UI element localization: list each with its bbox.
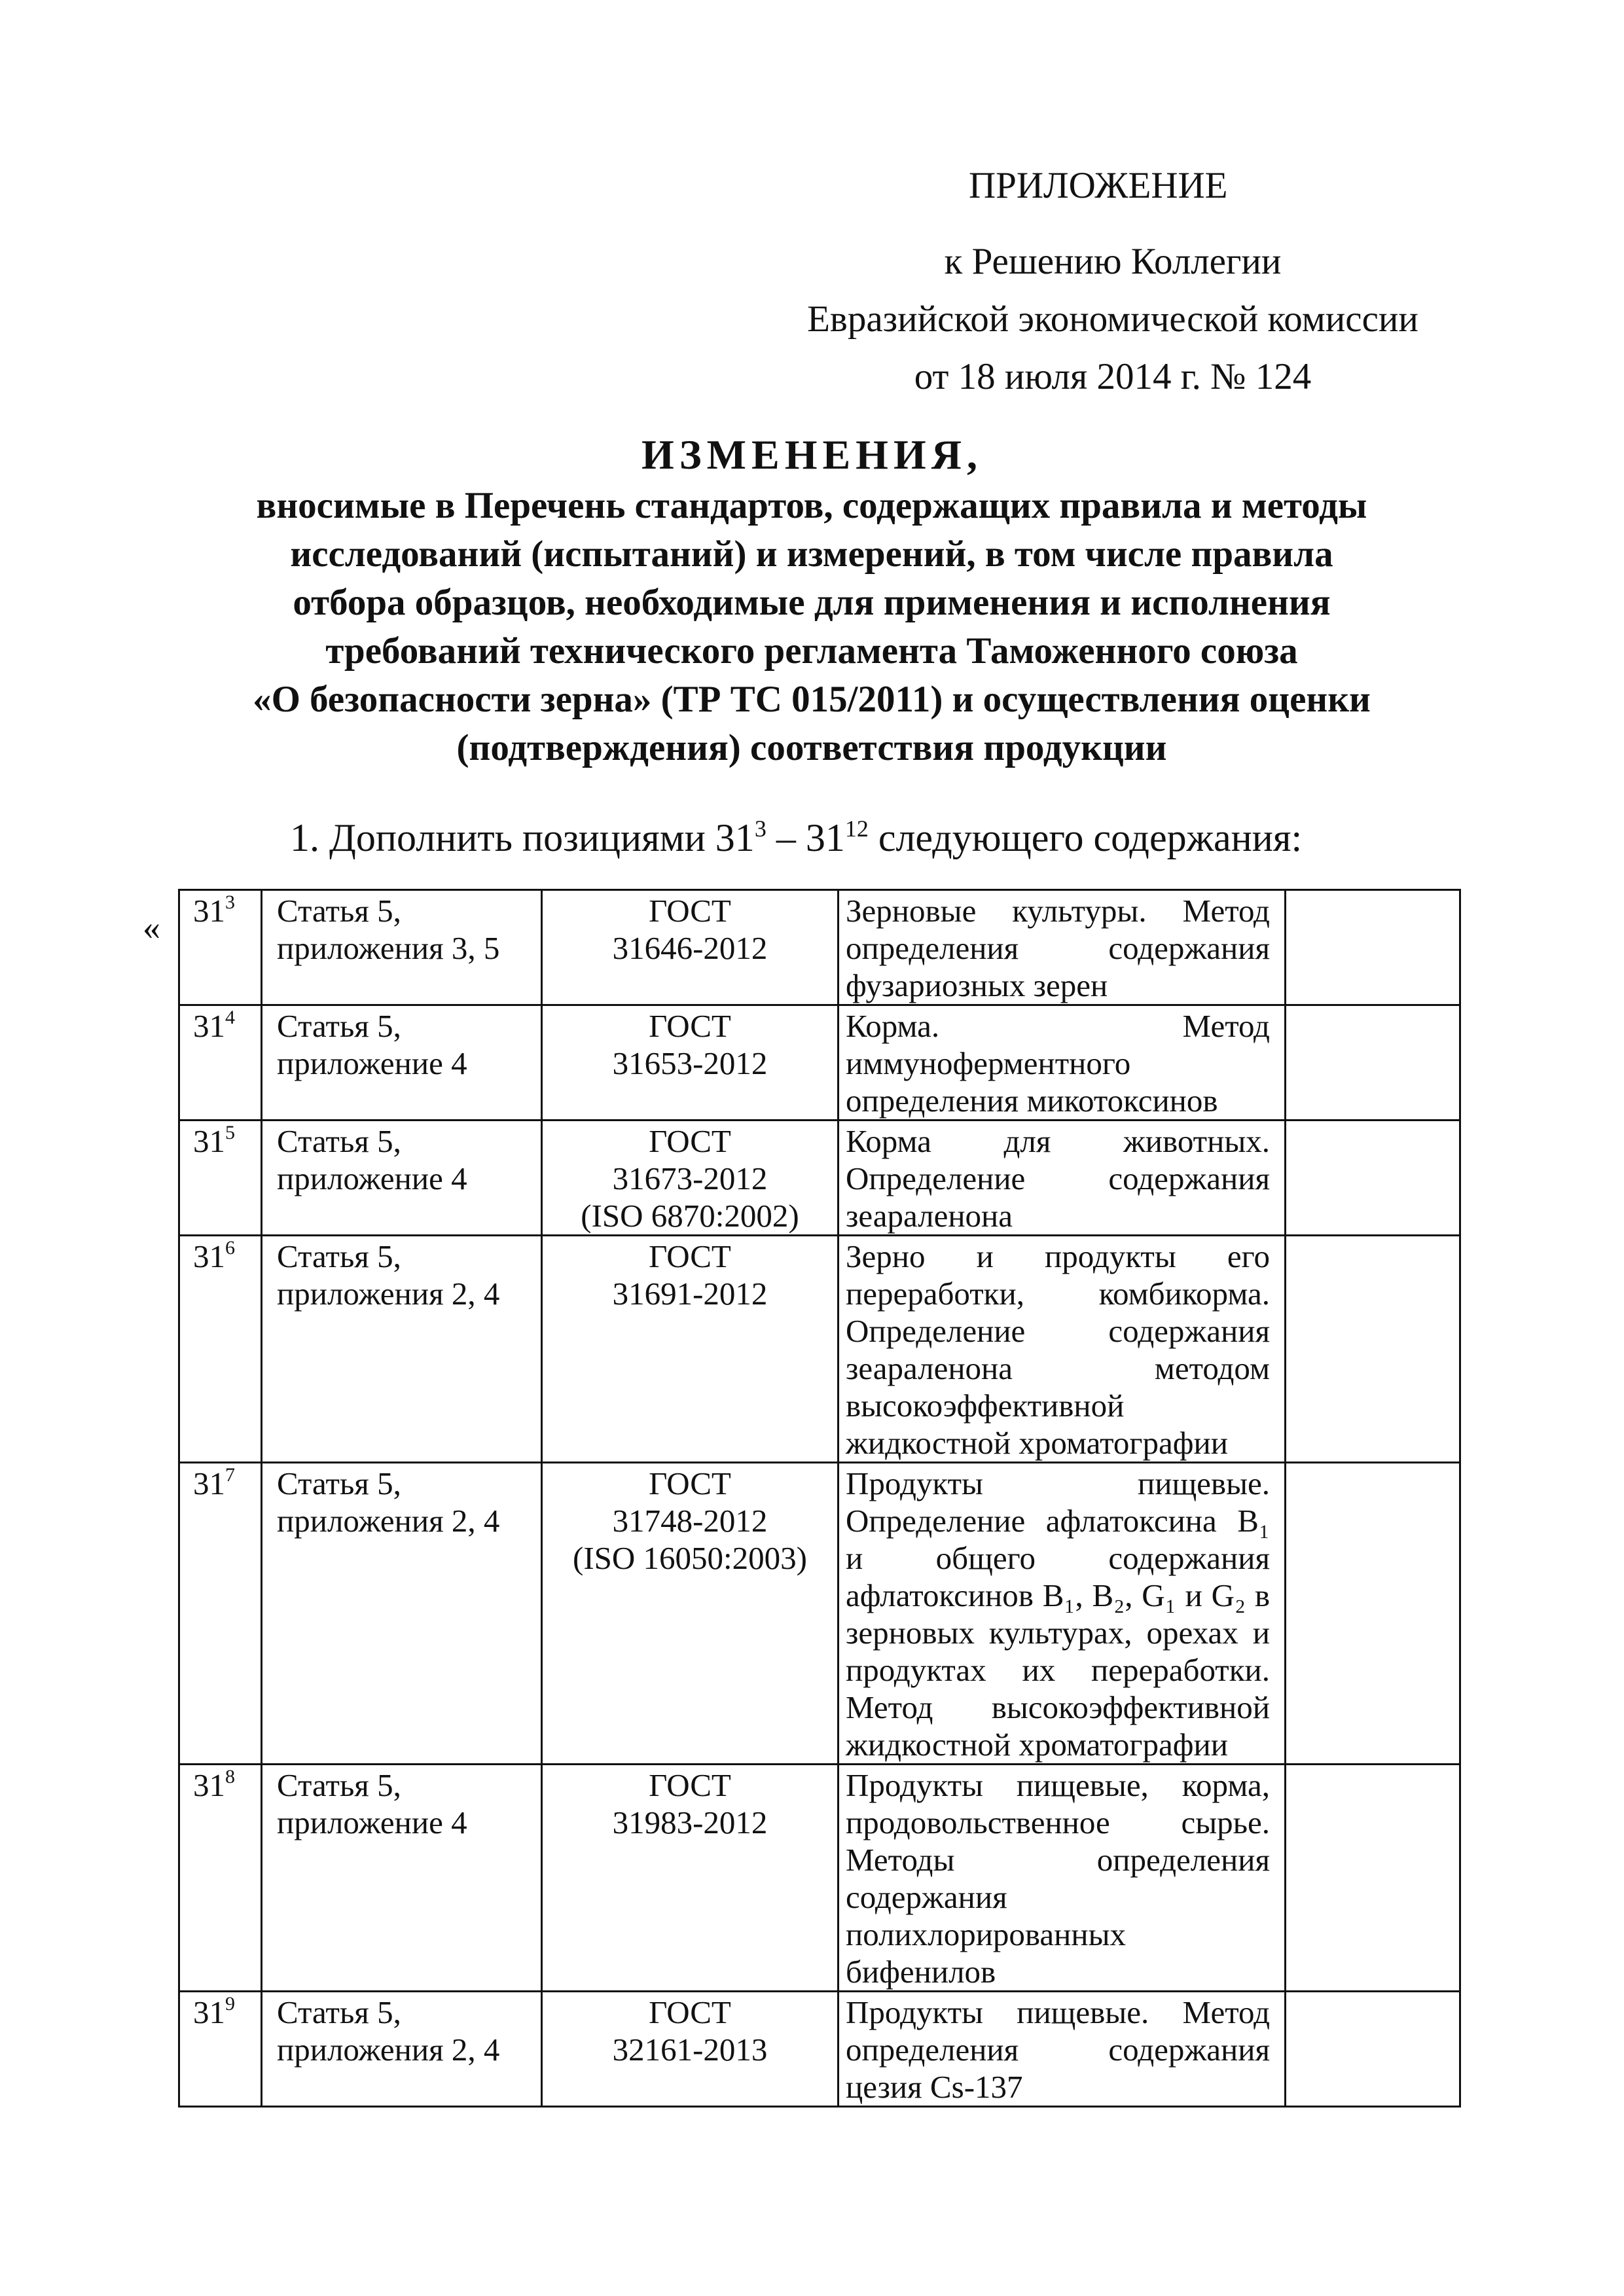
position-number: 31 (193, 893, 225, 929)
position-number: 31 (193, 1767, 225, 1803)
standards-table (178, 889, 1461, 2108)
position-number: 31 (193, 1123, 225, 1159)
note-cell (1286, 1121, 1460, 1236)
article-line: приложение 4 (277, 1160, 467, 1196)
article-line: Статья 5, (277, 1123, 401, 1159)
article-line: приложения 2, 4 (277, 2032, 500, 2068)
gost-cell (542, 1463, 839, 1765)
instruction-sup-to: 12 (844, 816, 869, 842)
description-cell: Корма для животных. Определение содержания зеараленона (839, 1121, 1286, 1236)
instruction-dash: – 31 (766, 816, 845, 859)
table-row (179, 1005, 1460, 1121)
articles-cell (262, 1121, 542, 1236)
articles-cell (262, 1992, 542, 2107)
gost-line: 31691-2012 (612, 1276, 768, 1312)
gost-line: 31748-2012 (612, 1503, 768, 1539)
description-cell: Продукты пищевые. Определение афлатоксина B₁ и общего содержания афлатоксинов B₁, B₂, G₁ и G₂ в зерновых культурах, орехах и продуктах их переработки. Метод высокоэффективной жидкостной хроматографии (839, 1463, 1286, 1765)
description-cell: Продукты пищевые. Метод определения содержания цезия Cs-137 (839, 1992, 1286, 2107)
position-number-cell (179, 1005, 262, 1121)
decision-reference (772, 233, 1453, 406)
articles-cell (262, 1236, 542, 1463)
article-line: приложение 4 (277, 1804, 467, 1840)
instruction-prefix: 1. Дополнить позициями 31 (290, 816, 755, 859)
article-line: приложения 2, 4 (277, 1276, 500, 1312)
subtitle-line: (подтверждения) соответствия продукции (456, 727, 1167, 768)
position-number-cell (179, 1463, 262, 1765)
description-cell: Зерновые культуры. Метод определения содержания фузариозных зерен (839, 890, 1286, 1005)
table-row (179, 1992, 1460, 2107)
decision-line: от 18 июля 2014 г. № 124 (914, 356, 1312, 397)
note-cell (1286, 1236, 1460, 1463)
table-row (179, 1121, 1460, 1236)
subtitle-line: «О безопасности зерна» (ТР ТС 015/2011) и осуществления оценки (253, 679, 1371, 720)
position-number-cell (179, 890, 262, 1005)
gost-line: 31983-2012 (612, 1804, 768, 1840)
note-cell (1286, 1463, 1460, 1765)
gost-cell (542, 1005, 839, 1121)
position-number: 31 (193, 1465, 225, 1501)
subtitle-line: требований технического регламента Таможенного союза (325, 630, 1298, 672)
table-row (179, 1765, 1460, 1992)
gost-line: 31673-2012 (612, 1160, 768, 1196)
gost-line: ГОСТ (649, 1238, 731, 1274)
position-sup: 5 (225, 1122, 235, 1143)
note-cell (1286, 890, 1460, 1005)
position-number-cell (179, 1121, 262, 1236)
article-line: Статья 5, (277, 1994, 401, 2030)
description-cell: Корма. Метод иммуноферментного определения микотоксинов (839, 1005, 1286, 1121)
gost-line: ГОСТ (649, 1008, 731, 1044)
position-number: 31 (193, 1238, 225, 1274)
table-row (179, 1236, 1460, 1463)
article-line: приложения 3, 5 (277, 930, 500, 966)
note-cell (1286, 1765, 1460, 1992)
gost-cell (542, 1765, 839, 1992)
article-line: приложения 2, 4 (277, 1503, 500, 1539)
articles-cell (262, 1463, 542, 1765)
gost-cell (542, 1121, 839, 1236)
table-row (179, 890, 1460, 1005)
description-cell: Зерно и продукты его переработки, комбикорма. Определение содержания зеараленона методом высокоэффективной жидкостной хроматографии (839, 1236, 1286, 1463)
articles-cell (262, 1765, 542, 1992)
gost-line: 31653-2012 (612, 1045, 768, 1081)
position-sup: 9 (225, 1993, 235, 2015)
note-cell (1286, 1005, 1460, 1121)
subtitle-line: вносимые в Перечень стандартов, содержащих правила и методы (256, 485, 1367, 526)
decision-line: Евразийской экономической комиссии (807, 298, 1418, 340)
position-sup: 4 (225, 1007, 235, 1028)
position-sup: 7 (225, 1464, 235, 1486)
gost-line: 32161-2013 (612, 2032, 768, 2068)
description-cell: Продукты пищевые, корма, продовольственное сырье. Методы определения содержания полихлорированных бифенилов (839, 1765, 1286, 1992)
position-number-cell (179, 1236, 262, 1463)
position-number-cell (179, 1765, 262, 1992)
gost-line: ГОСТ (649, 893, 731, 929)
changes-heading: ИЗМЕНЕНИЯ, (641, 431, 983, 478)
position-number: 31 (193, 1008, 225, 1044)
opening-quote-mark: « (143, 908, 160, 947)
article-line: Статья 5, (277, 1465, 401, 1501)
position-number: 31 (193, 1994, 225, 2030)
position-number-cell (179, 1992, 262, 2107)
article-line: приложение 4 (277, 1045, 467, 1081)
table-row (179, 1463, 1460, 1765)
position-sup: 8 (225, 1766, 235, 1787)
subtitle-line: исследований (испытаний) и измерений, в том числе правила (290, 533, 1333, 575)
position-sup: 3 (225, 891, 235, 913)
article-line: Статья 5, (277, 893, 401, 929)
gost-cell (542, 1236, 839, 1463)
gost-line: (ISO 6870:2002) (581, 1198, 799, 1234)
gost-cell (542, 890, 839, 1005)
gost-line: 31646-2012 (612, 930, 768, 966)
gost-line: ГОСТ (649, 1994, 731, 2030)
subtitle-line: отбора образцов, необходимые для применения и исполнения (293, 582, 1331, 623)
articles-cell (262, 1005, 542, 1121)
appendix-title: ПРИЛОЖЕНИЕ (969, 165, 1228, 206)
gost-line: ГОСТ (649, 1123, 731, 1159)
document-subtitle (157, 482, 1466, 772)
decision-line: к Решению Коллегии (944, 241, 1282, 282)
gost-line: ГОСТ (649, 1465, 731, 1501)
gost-line: ГОСТ (649, 1767, 731, 1803)
gost-line: (ISO 16050:2003) (573, 1540, 807, 1576)
articles-cell (262, 890, 542, 1005)
instruction-paragraph (290, 812, 1302, 864)
instruction-sup-from: 3 (754, 816, 767, 842)
instruction-suffix: следующего содержания: (868, 816, 1303, 859)
article-line: Статья 5, (277, 1238, 401, 1274)
article-line: Статья 5, (277, 1767, 401, 1803)
note-cell (1286, 1992, 1460, 2107)
article-line: Статья 5, (277, 1008, 401, 1044)
position-sup: 6 (225, 1237, 235, 1259)
gost-cell (542, 1992, 839, 2107)
